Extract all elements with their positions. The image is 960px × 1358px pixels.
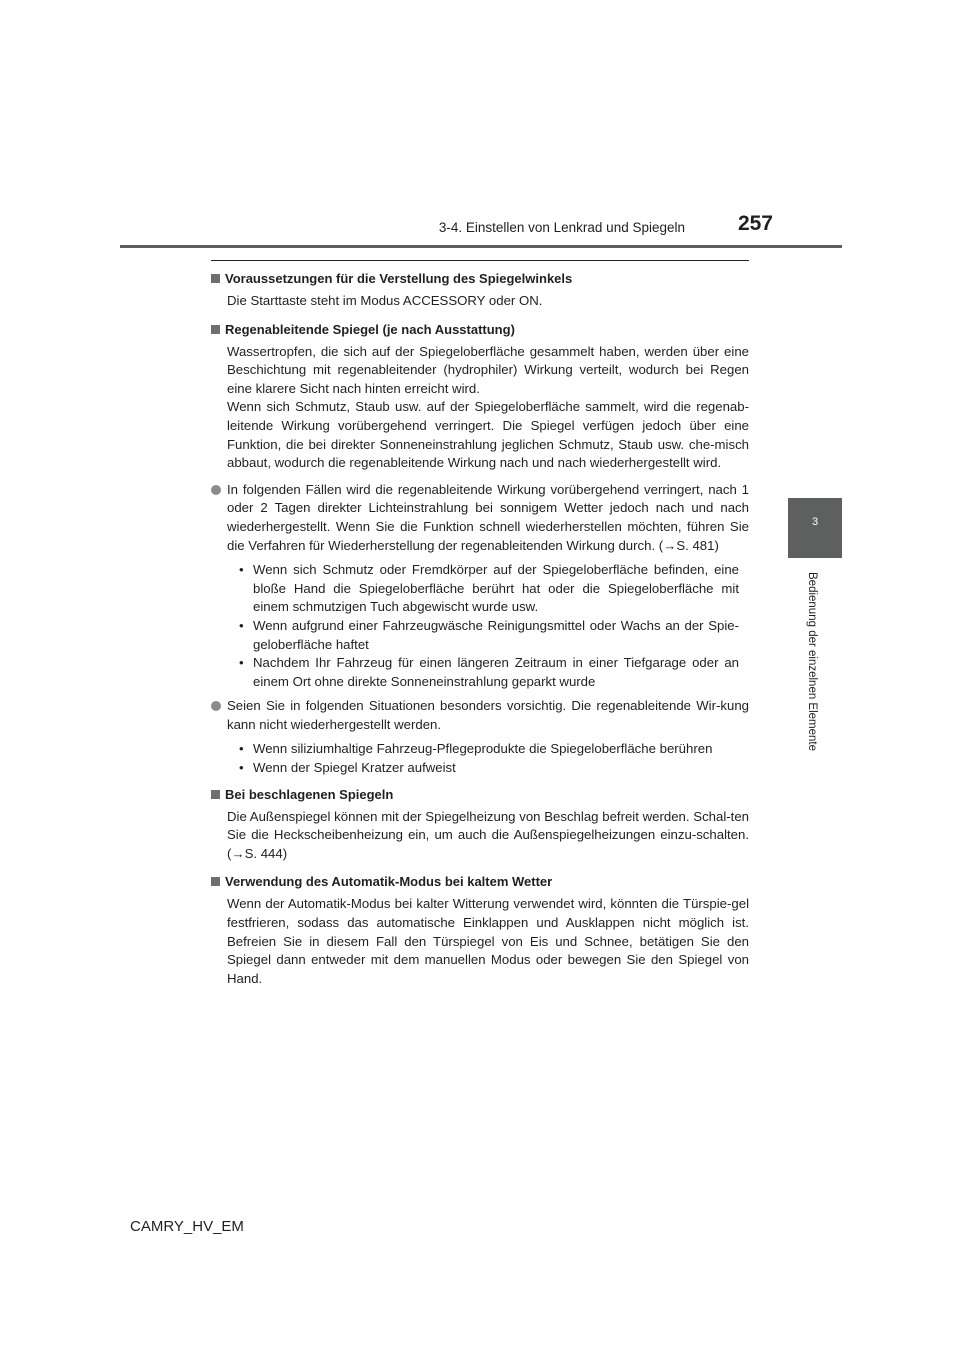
section-heading <box>211 871 749 892</box>
square-bullet-icon <box>211 790 220 799</box>
square-bullet-icon <box>211 877 220 886</box>
sub-list <box>211 740 749 777</box>
section-title: 3-4. Einstellen von Lenkrad und Spiegeln <box>438 220 685 235</box>
chapter-label: Bedienung der einzelnen Elemente <box>806 572 818 752</box>
square-bullet-icon <box>211 325 220 334</box>
sub-item <box>239 617 749 654</box>
section-title-text: Voraussetzungen für die Verstellung des Spiegelwinkels <box>225 271 573 286</box>
paragraph: Wenn der Automatik-Modus bei kalter Witterung verwendet wird, könnten die Türspie-gel festfrieren, sodass das automatische Einklappen und Ausklappen nicht möglich ist. Befreien Sie in diesem Fall den Türspiegel von Eis und Schnee, betätigen Sie den Spiegel dann entweder mit dem manuellen Modus oder bewegen Sie den Spiegel von Hand. <box>227 896 749 986</box>
section-title-text: Regenableitende Spiegel (je nach Ausstattung) <box>225 321 515 337</box>
paragraph: Wenn sich Schmutz, Staub usw. auf der Spiegeloberfläche sammelt, wird die regenab-leitende Wirkung vorübergehend verringert. Die Spiegel verfügen jedoch über eine Funktion, die bei direkter Sonneneinstrahlung jeglichen Schmutz, Staub usw. che-misch abbaut, wodurch die regenableitende Wirkung nach und nach wiederhergestellt wird. <box>227 399 749 471</box>
section-fogged-mirrors <box>211 784 749 864</box>
sub-item <box>239 561 749 617</box>
section-heading <box>211 319 749 340</box>
sub-bullet-icon: • <box>239 741 244 757</box>
paragraph: Wassertropfen, die sich auf der Spiegeloberfläche gesammelt haben, werden über eine Beschichtung mit regenableitender (hydrophiler) Wirkung verteilt, wodurch bei Regen eine klarere Sicht nach hinten erreicht wird. <box>227 343 749 396</box>
sub-list <box>211 561 749 691</box>
section-heading <box>211 268 749 289</box>
bullet-item <box>211 481 749 555</box>
sub-item-text: Wenn sich Schmutz oder Fremdkörper auf der Spiegeloberfläche befinden, eine bloße Hand die Spiegeloberfläche berührt hat oder die Spiegeloberfläche mit einem schmutzigen Tuch abgewischt wurde usw. <box>253 562 739 615</box>
model-code: CAMRY_HV_EM <box>130 1218 244 1235</box>
sub-item-text: Wenn aufgrund einer Fahrzeugwäsche Reinigungsmittel oder Wachs an der Spie-geloberfläche haftet <box>253 617 739 652</box>
sub-item <box>239 759 749 778</box>
paragraph: Die Starttaste steht im Modus ACCESSORY oder ON. <box>227 293 543 308</box>
section-rain-repellent-mirrors <box>211 319 749 778</box>
page-number: 257 <box>737 212 773 235</box>
page-header <box>0 0 960 250</box>
section-mirror-angle-conditions <box>211 268 749 311</box>
sub-item <box>239 740 749 759</box>
section-title-text: Bei beschlagenen Spiegeln <box>225 786 394 802</box>
sub-item-text: Nachdem Ihr Fahrzeug für einen längeren Zeitraum in einer Tiefgarage oder an einem Ort ohne direkte Sonneneinstrahlung geparkt wurde <box>253 655 739 689</box>
sub-item-text: Wenn siliziumhaltige Fahrzeug-Pflegeprodukte die Spiegeloberfläche berühren <box>253 741 713 757</box>
page-content <box>211 260 749 996</box>
header-rule <box>120 245 842 248</box>
section-heading <box>211 784 749 805</box>
bullet-text: In folgenden Fällen wird die regenableitende Wirkung vorübergehend verringert, nach 1 oder 2 Tagen direkter Lichteinstrahlung bei sonnigem Wetter jedoch nach und nach wiederhergestellt. Wenn Sie die Funktion schnell wiederherstellen möchten, führen Sie die Verfahren für Wiederherstellung der regenableitenden Wirkung durch. (→S. 481) <box>227 481 749 553</box>
chapter-number: 3 <box>811 516 819 528</box>
sub-item-text: Wenn der Spiegel Kratzer aufweist <box>253 760 456 776</box>
sub-bullet-icon: • <box>239 760 244 776</box>
sub-item <box>239 654 749 691</box>
sub-bullet-icon: • <box>239 655 244 671</box>
sub-bullet-icon: • <box>239 562 244 578</box>
bullet-item <box>211 697 749 734</box>
circle-bullet-icon <box>211 485 221 495</box>
section-automatic-mode-cold-weather <box>211 871 749 988</box>
sub-bullet-icon: • <box>239 617 244 633</box>
section-title-text: Verwendung des Automatik-Modus bei kaltem Wetter <box>225 874 553 890</box>
paragraph: Die Außenspiegel können mit der Spiegelheizung von Beschlag befreit werden. Schal-ten Sie die Heckscheibenheizung ein, um auch die Außenspiegelheizungen einzu-schalten. (→S. 444) <box>227 808 749 861</box>
chapter-tab <box>788 498 842 558</box>
content-rule <box>211 260 749 261</box>
bullet-text: Seien Sie in folgenden Situationen besonders vorsichtig. Die regenableitende Wir-kung kann nicht wiederhergestellt werden. <box>227 698 749 732</box>
circle-bullet-icon <box>211 701 221 711</box>
square-bullet-icon <box>211 274 220 283</box>
